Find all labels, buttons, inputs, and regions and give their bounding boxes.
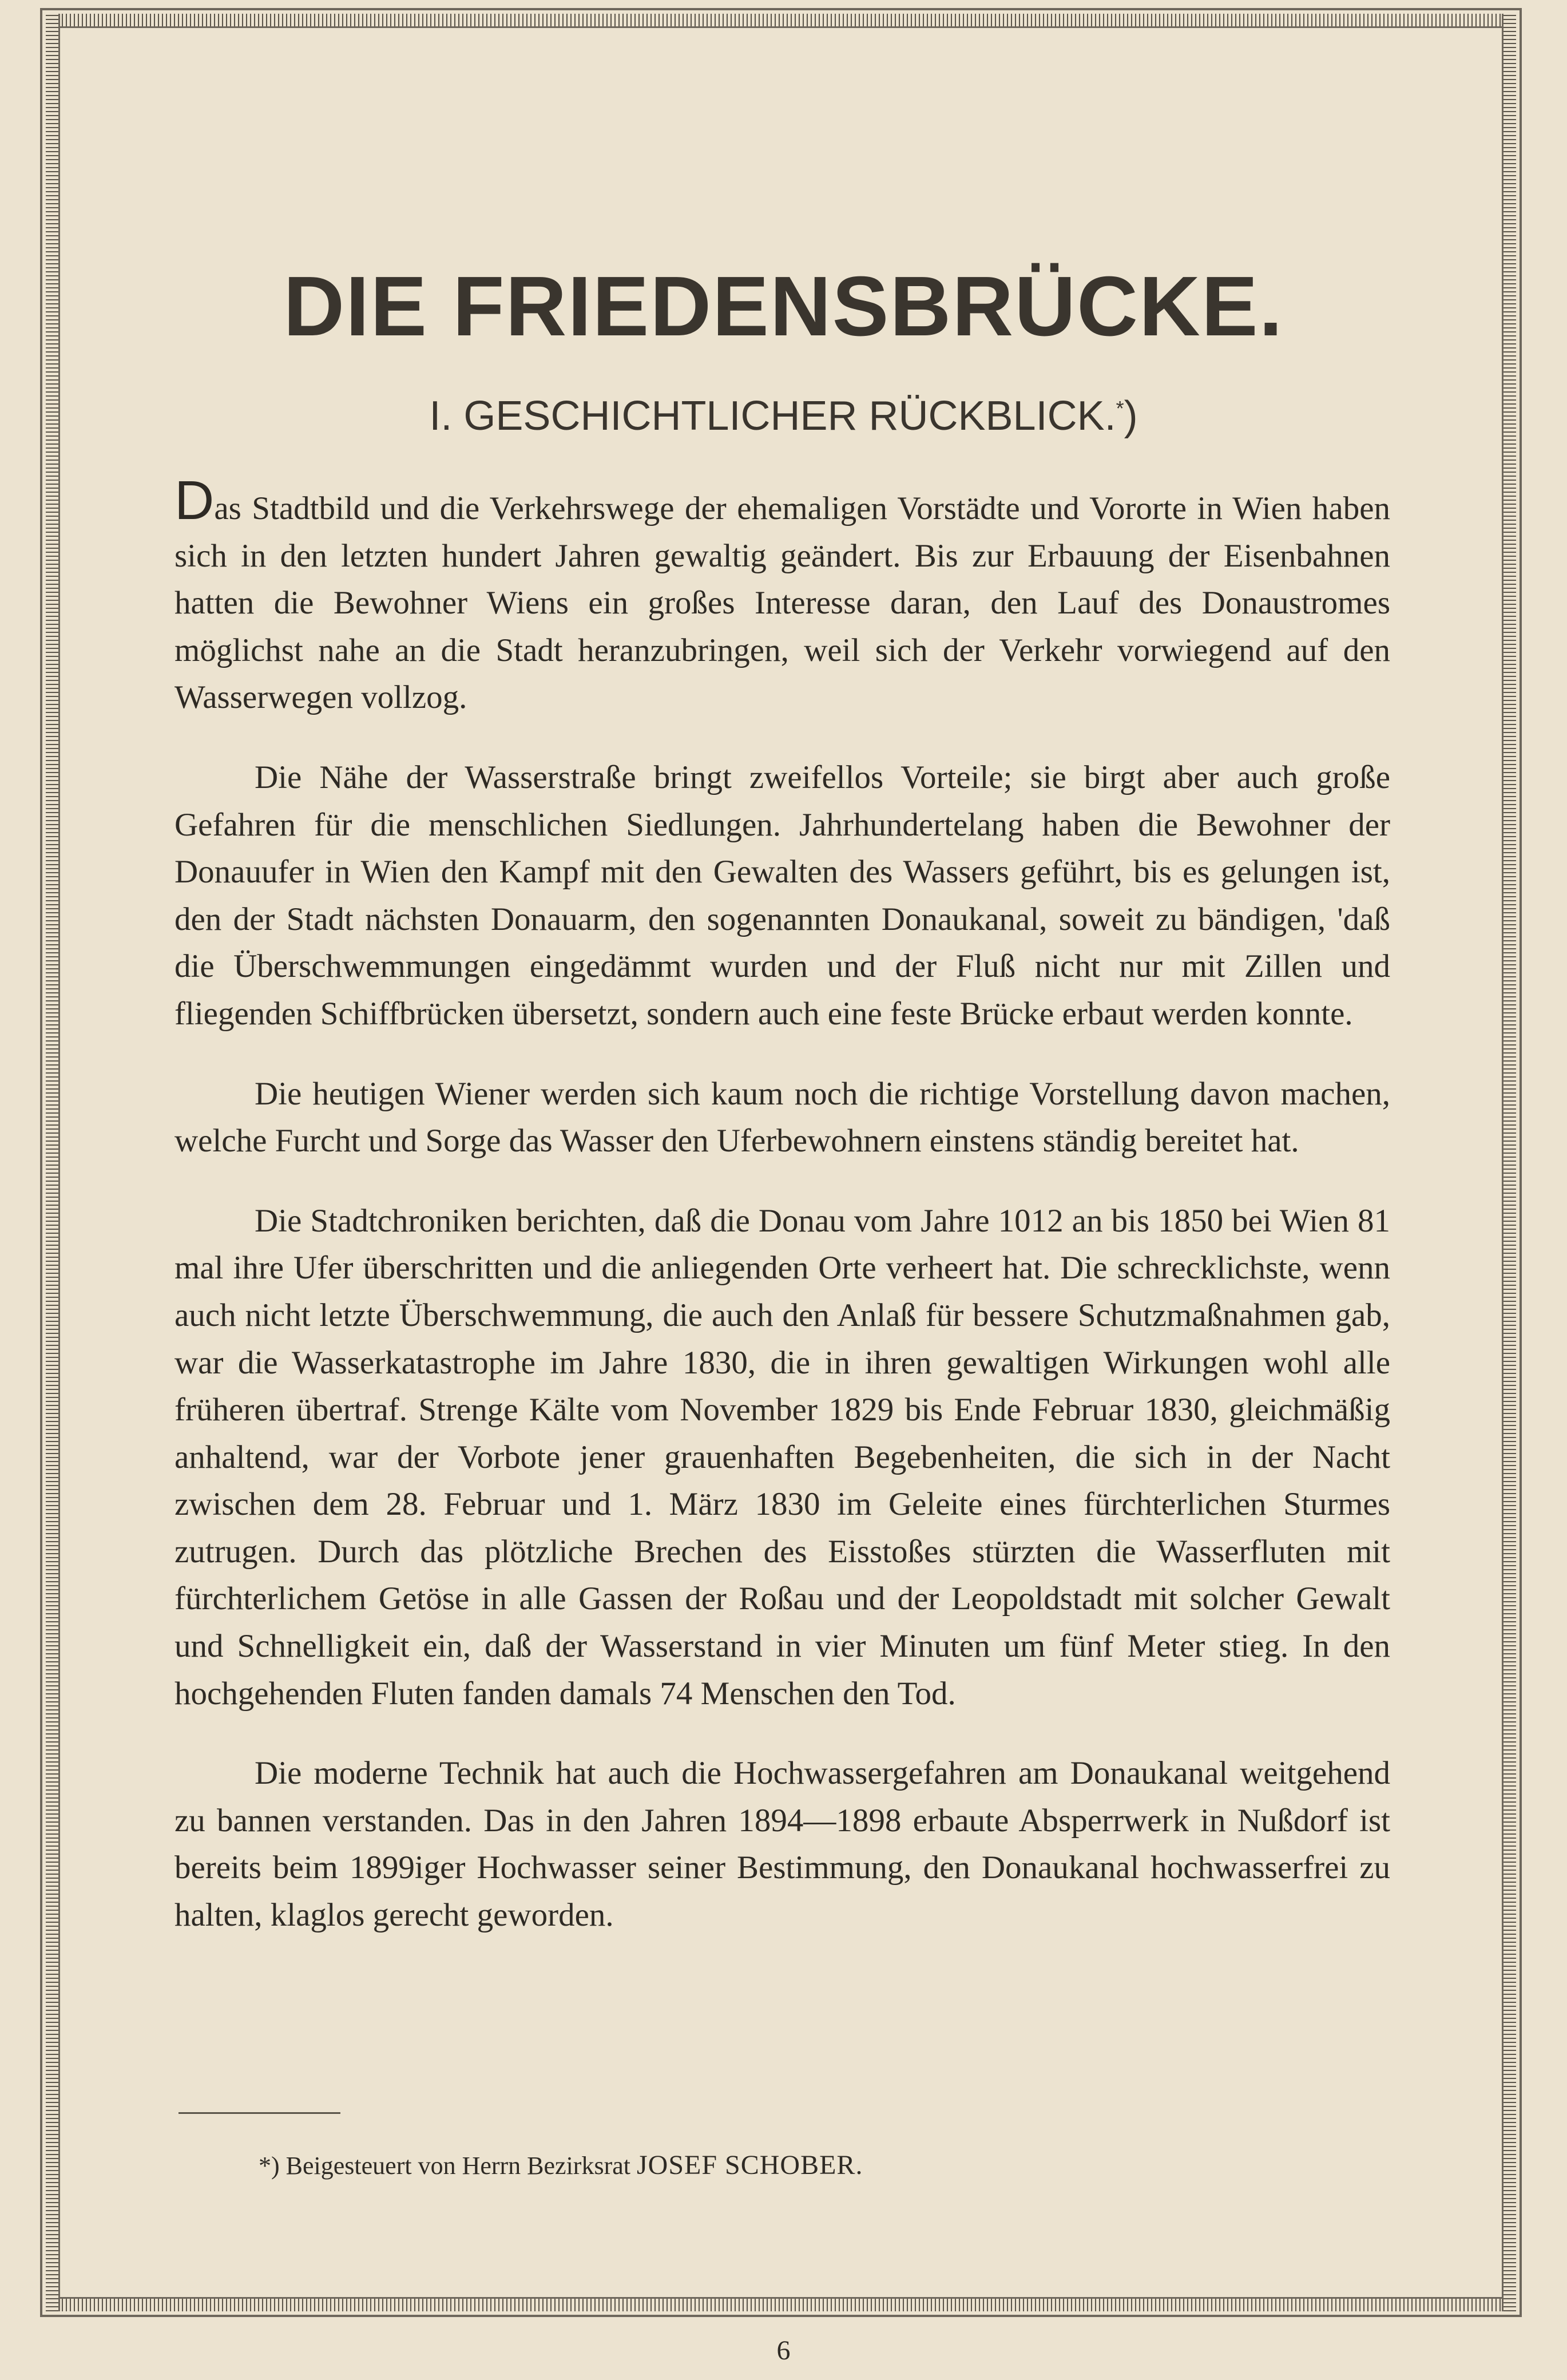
paragraph-1 (174, 470, 1390, 722)
ornamental-border-left (46, 14, 60, 2311)
ornamental-border-top (46, 14, 1516, 28)
paragraph-1-text: as Stadtbild und die Verkehrswege der ehemaligen Vorstädte und Vororte in Wien haben sich in den letzten hundert Jahren gewaltig geändert. Bis zur Erbauung der Eisenbahnen hatten die Bewohner Wiens ein großes Interesse daran, den Lauf des Donaustromes möglichst nahe an die Stadt heranzubringen, weil sich der Verkehr vorwiegend auf den Wasserwegen vollzog. (174, 490, 1390, 716)
footnote (259, 2149, 863, 2182)
section-heading-text: I. GESCHICHTLICHER RÜCKBLICK. (429, 393, 1116, 439)
ornamental-border-right (1502, 14, 1516, 2311)
paragraph-5: Die moderne Technik hat auch die Hochwassergefahren am Donaukanal weitgehend zu bannen verstanden. Das in den Jahren 1894—1898 erbaute Absperrwerk in Nußdorf ist bereits beim 1899iger Hochwasser seiner Bestimmung, den Donaukanal hochwasserfrei zu halten, klaglos gerecht geworden. (174, 1755, 1390, 1934)
paragraph-2: Die Nähe der Wasserstraße bringt zweifellos Vorteile; sie birgt aber auch große Gefahren für die menschlichen Siedlungen. Jahrhundertelang haben die Bewohner der Donauufer in Wien den Kampf mit den Gewalten des Wassers geführt, bis es gelungen ist, den der Stadt nächsten Donauarm, den sogenannten Donaukanal, soweit zu bändigen, 'daß die Überschwemmungen eingedämmt wurden und der Fluß nicht nur mit Zillen und fliegenden Schiffbrücken übersetzt, sondern auch eine feste Brücke erbaut werden konnte. (174, 759, 1390, 1032)
drop-cap: D (174, 470, 215, 531)
page-title: DIE FRIEDENSBRÜCKE. (283, 259, 1284, 354)
section-heading (0, 394, 1567, 439)
footnote-prefix: *) Beigesteuert von Herrn Bezirksrat (259, 2152, 630, 2180)
article-body (174, 470, 1390, 1972)
paragraph-4: Die Stadtchroniken berichten, daß die Donau vom Jahre 1012 an bis 1850 bei Wien 81 mal ihre Ufer überschritten und die anliegenden Orte verheert hat. Die schrecklichste, wenn auch nicht letzte Überschwemmung, die auch den Anlaß für bessere Schutzmaßnahmen gab, war die Wasserkatastrophe im Jahre 1830, die in ihren gewaltigen Wirkungen wohl alle früheren übertraf. Strenge Kälte vom November 1829 bis Ende Februar 1830, gleichmäßig anhaltend, war der Vorbote jener grauenhaften Begebenheiten, die sich in der Nacht zwischen dem 28. Februar und 1. März 1830 im Geleite eines fürchterlichen Sturmes zutrugen. Durch das plötzliche Brechen des Eisstoßes stürzten die Wasserfluten mit fürchterlichem Getöse in alle Gassen der Roßau und der Leopoldstadt mit solcher Gewalt und Schnelligkeit ein, daß der Wasserstand in vier Minuten um fünf Meter stieg. In den hochgehenden Fluten fanden damals 74 Menschen den Tod. (174, 1202, 1390, 1712)
footnote-marker: * (1116, 397, 1124, 420)
paragraph-3: Die heutigen Wiener werden sich kaum noch die richtige Vorstellung davon machen, welche Furcht und Sorge das Wasser den Uferbewohnern einstens ständig bereitet hat. (174, 1075, 1390, 1159)
page-number: 6 (776, 2335, 791, 2366)
footnote-author: JOSEF SCHOBER. (637, 2150, 863, 2180)
ornamental-border-bottom (46, 2297, 1516, 2311)
section-heading-close: ) (1124, 393, 1138, 439)
footnote-divider (178, 2112, 340, 2114)
